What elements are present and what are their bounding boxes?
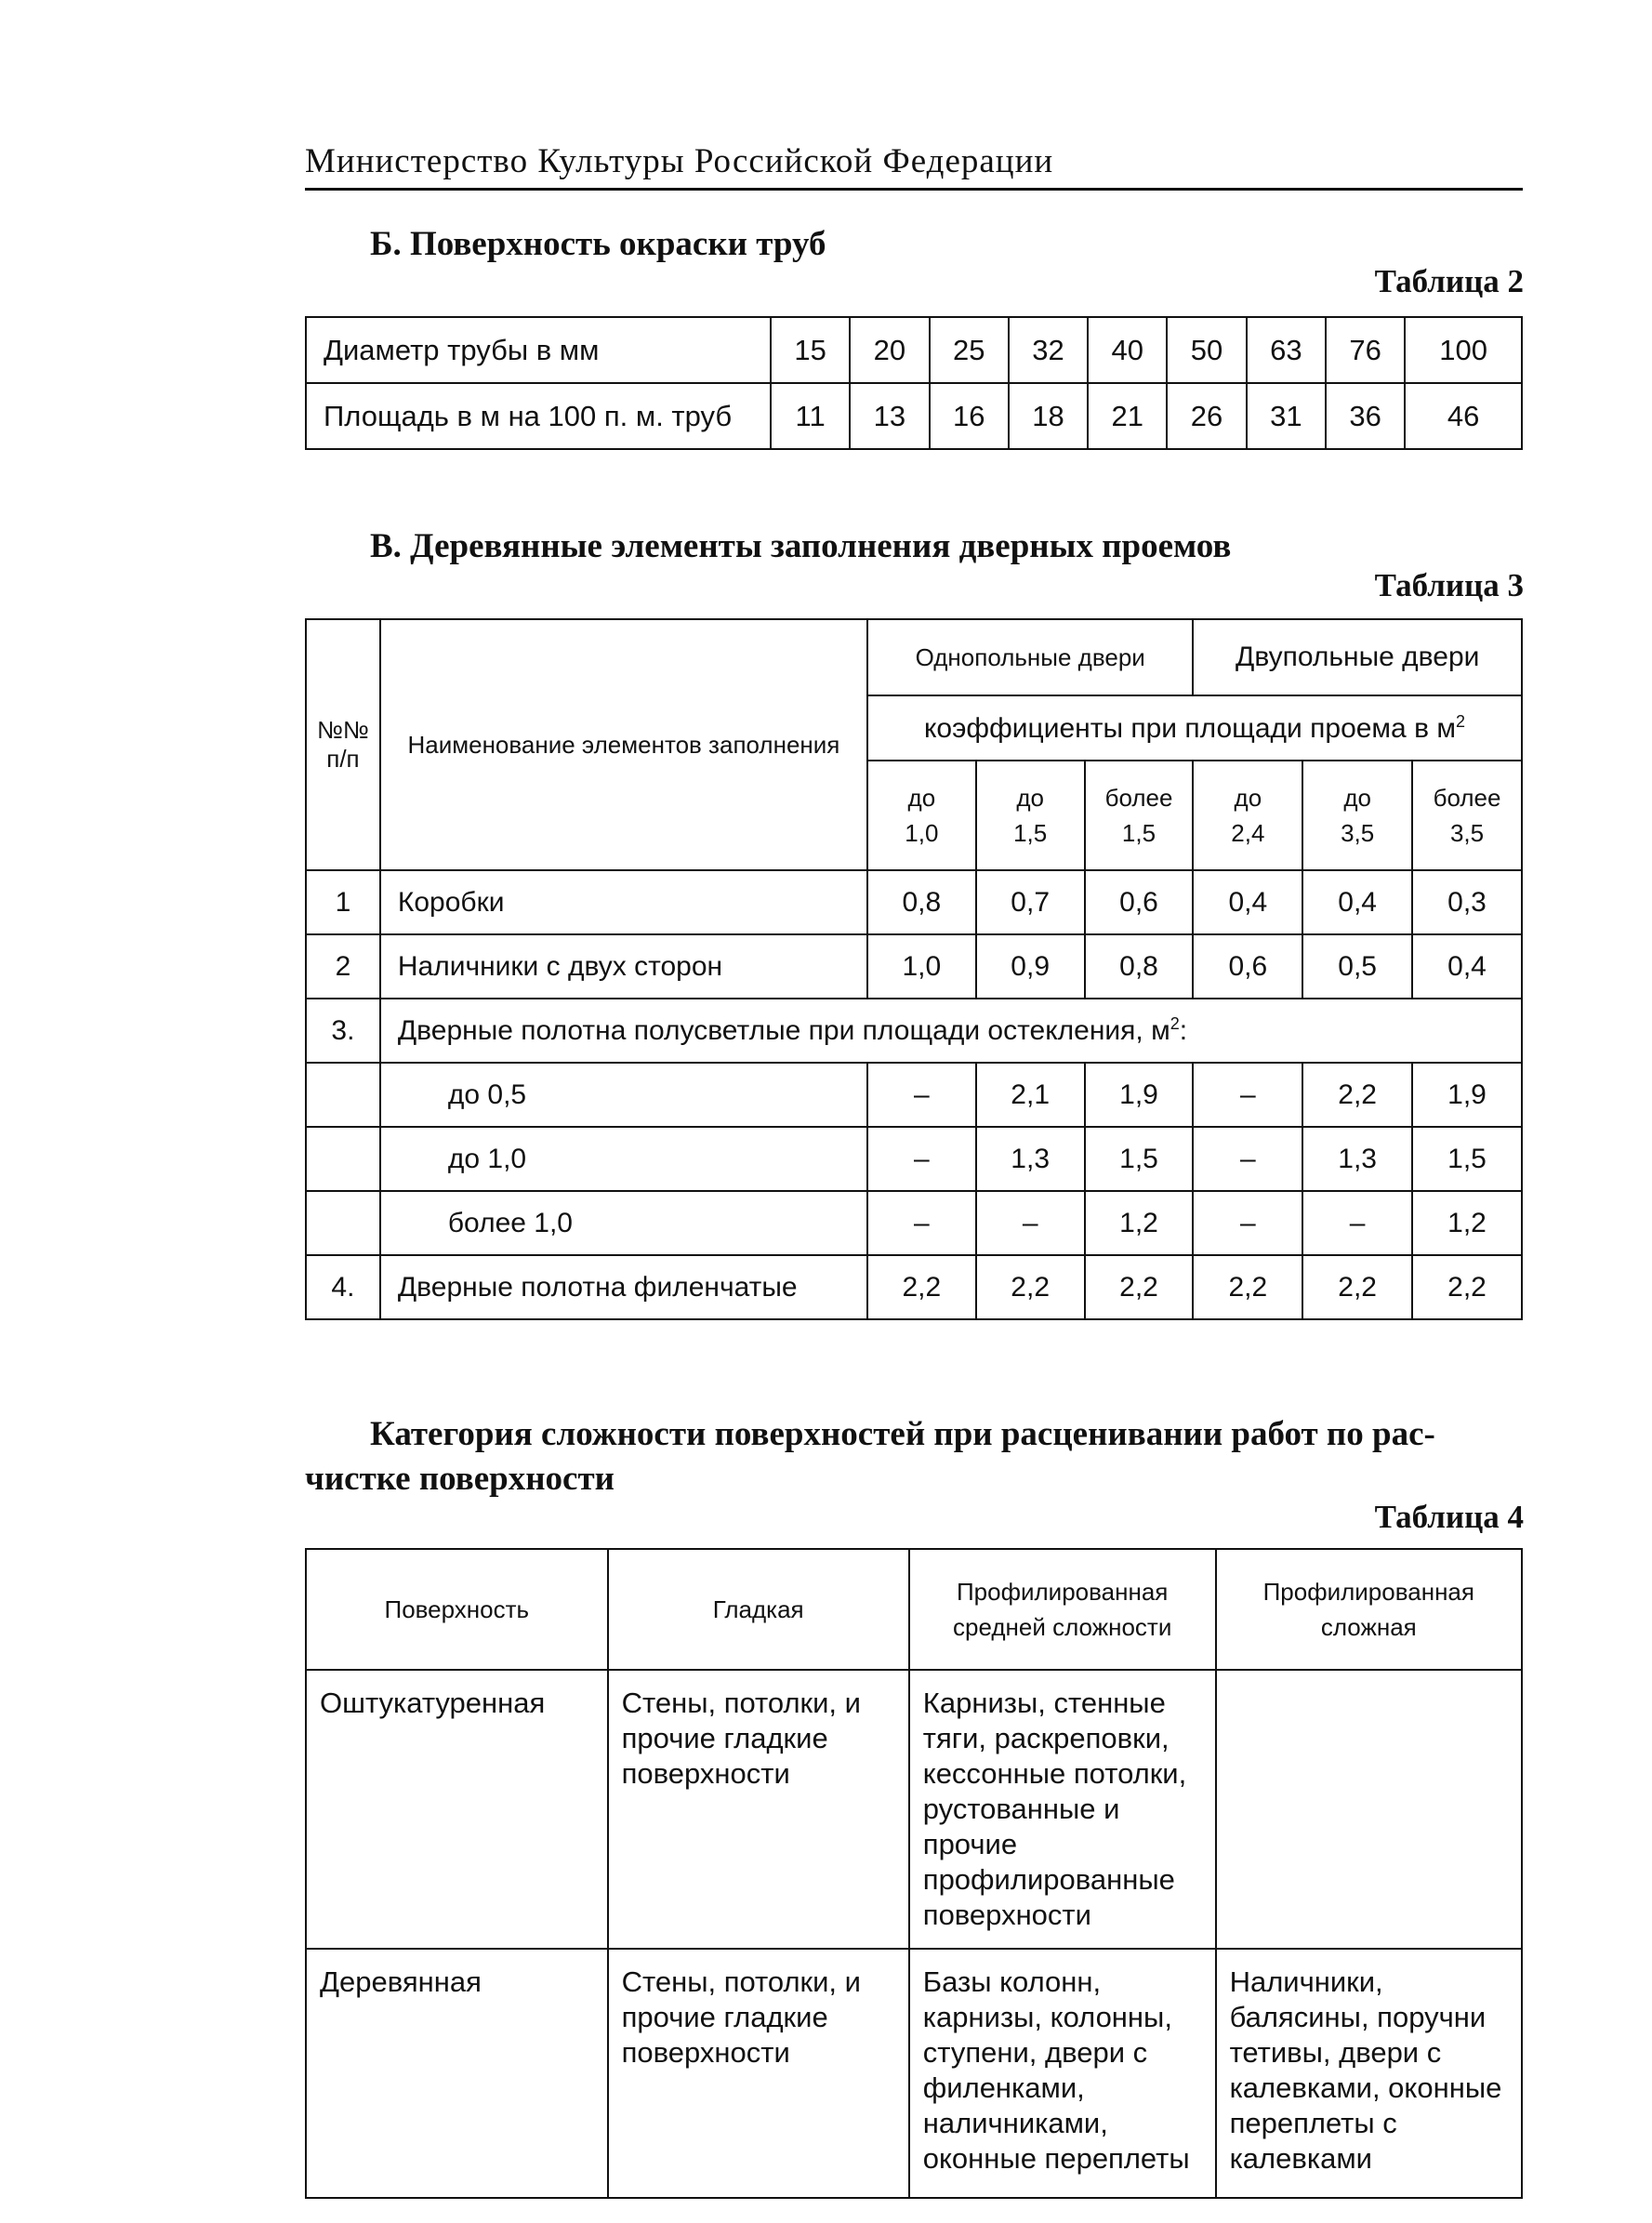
surface-type: Деревянная (306, 1949, 608, 2198)
table-cell: 21 (1088, 383, 1167, 449)
smooth-cell: Стены, потолки, и прочие гладкие поверхности (608, 1949, 909, 2198)
table-cell: 50 (1167, 317, 1246, 383)
table-cell: 0,9 (976, 934, 1085, 999)
subcol-header: более 3,5 (1412, 761, 1522, 870)
category-heading-line2: чистке поверхности (305, 1460, 615, 1498)
row-number (306, 1063, 380, 1127)
table-cell: 2,2 (1085, 1255, 1194, 1319)
table-cell: 0,4 (1412, 934, 1522, 999)
subcol-header: до 1,0 (867, 761, 976, 870)
table-cell: 0,4 (1193, 870, 1302, 934)
table-cell: – (1193, 1191, 1302, 1255)
table-cell: 0,6 (1193, 934, 1302, 999)
table-row (306, 999, 1522, 1063)
col-header-number: №№ п/п (306, 619, 380, 870)
table-row (306, 1191, 1522, 1255)
door-elements-table (305, 618, 1523, 1320)
row-name: до 1,0 (380, 1127, 867, 1191)
table-row (306, 317, 1522, 383)
pipe-area-table (305, 316, 1523, 450)
table-cell: 100 (1405, 317, 1522, 383)
table-cell: 20 (850, 317, 929, 383)
subcol-header: до 1,5 (976, 761, 1085, 870)
row-name: Дверные полотна филенчатые (380, 1255, 867, 1319)
row-number: 1 (306, 870, 380, 934)
table-cell: 26 (1167, 383, 1246, 449)
table-cell: 1,2 (1085, 1191, 1194, 1255)
row-label: Площадь в м на 100 п. м. труб (306, 383, 771, 449)
table-cell: 1,5 (1412, 1127, 1522, 1191)
table-cell: 76 (1326, 317, 1405, 383)
row-number: 3. (306, 999, 380, 1063)
table-row (306, 383, 1522, 449)
table-cell: 1,5 (1085, 1127, 1194, 1191)
table-row (306, 1063, 1522, 1127)
table-cell: 63 (1247, 317, 1326, 383)
section-b-heading: Б. Поверхность окраски труб (370, 225, 826, 263)
table-cell: 1,3 (976, 1127, 1085, 1191)
table-cell: 0,7 (976, 870, 1085, 934)
table-cell: 2,2 (867, 1255, 976, 1319)
table-cell: – (1302, 1191, 1412, 1255)
table-row (306, 1949, 1522, 2198)
table-cell: – (976, 1191, 1085, 1255)
row-label: Диаметр трубы в мм (306, 317, 771, 383)
table-cell: 2,1 (976, 1063, 1085, 1127)
table-cell: 11 (771, 383, 850, 449)
table-cell: – (867, 1191, 976, 1255)
surface-complexity-table (305, 1548, 1523, 2199)
table-cell: 2,2 (1412, 1255, 1522, 1319)
table-2-caption: Таблица 2 (1374, 263, 1524, 299)
col-header: Профилированная сложная (1216, 1549, 1522, 1670)
running-header: Министерство Культуры Российской Федерации (305, 141, 1523, 191)
group-header-single: Однопольные двери (867, 619, 1193, 695)
table-row (306, 1670, 1522, 1949)
col-header: Профилированная средней сложности (909, 1549, 1216, 1670)
table-cell: 0,6 (1085, 870, 1194, 934)
group-header-double: Двупольные двери (1193, 619, 1522, 695)
subcol-header: до 2,4 (1193, 761, 1302, 870)
table-cell: 18 (1009, 383, 1088, 449)
table-cell: 0,8 (1085, 934, 1194, 999)
table-cell: 1,3 (1302, 1127, 1412, 1191)
row-number: 4. (306, 1255, 380, 1319)
subcol-header: более 1,5 (1085, 761, 1194, 870)
table-cell: 2,2 (1302, 1255, 1412, 1319)
row-name: Коробки (380, 870, 867, 934)
table-cell: 2,2 (1302, 1063, 1412, 1127)
table-header-row (306, 619, 1522, 695)
table-cell: 2,2 (976, 1255, 1085, 1319)
table-cell: 46 (1405, 383, 1522, 449)
complex-cell: Наличники, балясины, поручни тетивы, двери с калевками, оконные переплеты с калевками (1216, 1949, 1522, 2198)
table-cell: – (867, 1063, 976, 1127)
medium-cell: Базы колонн, карнизы, колонны, ступени, двери с филенками, наличниками, оконные переплеты (909, 1949, 1216, 2198)
table-cell: 25 (930, 317, 1009, 383)
row-name: Наличники с двух сторон (380, 934, 867, 999)
table-row (306, 1255, 1522, 1319)
table-cell: 36 (1326, 383, 1405, 449)
coefficient-header: коэффициенты при площади проема в $м^2$ (867, 695, 1522, 761)
row-number: 2 (306, 934, 380, 999)
table-cell: 31 (1247, 383, 1326, 449)
complex-cell (1216, 1670, 1522, 1949)
table-4-caption: Таблица 4 (1374, 1499, 1524, 1535)
table-cell: 40 (1088, 317, 1167, 383)
surface-type: Оштукатуренная (306, 1670, 608, 1949)
table-cell: 2,2 (1193, 1255, 1302, 1319)
table-cell: 15 (771, 317, 850, 383)
table-cell: – (867, 1127, 976, 1191)
smooth-cell: Стены, потолки, и прочие гладкие поверхности (608, 1670, 909, 1949)
table-cell: 13 (850, 383, 929, 449)
table-cell: 0,3 (1412, 870, 1522, 934)
table-cell: 32 (1009, 317, 1088, 383)
table-header-row (306, 1549, 1522, 1670)
row-name: до 0,5 (380, 1063, 867, 1127)
table-3-caption: Таблица 3 (1374, 567, 1524, 603)
row-number (306, 1127, 380, 1191)
col-header: Гладкая (608, 1549, 909, 1670)
col-header: Поверхность (306, 1549, 608, 1670)
table-cell: 1,2 (1412, 1191, 1522, 1255)
table-cell: 1,9 (1085, 1063, 1194, 1127)
category-heading-line1: Категория сложности поверхностей при расценивании работ по рас- (370, 1415, 1435, 1453)
table-cell: – (1193, 1127, 1302, 1191)
table-cell: – (1193, 1063, 1302, 1127)
section-v-heading: В. Деревянные элементы заполнения дверных проемов (370, 527, 1232, 565)
row-name: Дверные полотна полусветлые при площади остекления, $м^2$: (380, 999, 1522, 1063)
table-cell: 16 (930, 383, 1009, 449)
table-row (306, 934, 1522, 999)
table-row (306, 1127, 1522, 1191)
table-cell: 0,5 (1302, 934, 1412, 999)
table-cell: 0,4 (1302, 870, 1412, 934)
table-row (306, 870, 1522, 934)
table-cell: 1,0 (867, 934, 976, 999)
row-name: более 1,0 (380, 1191, 867, 1255)
medium-cell: Карнизы, стенные тяги, раскреповки, кессонные потолки, рустованные и прочие профилированные поверхности (909, 1670, 1216, 1949)
row-number (306, 1191, 380, 1255)
subcol-header: до 3,5 (1302, 761, 1412, 870)
table-cell: 1,9 (1412, 1063, 1522, 1127)
col-header-name: Наименование элементов заполнения (380, 619, 867, 870)
table-cell: 0,8 (867, 870, 976, 934)
